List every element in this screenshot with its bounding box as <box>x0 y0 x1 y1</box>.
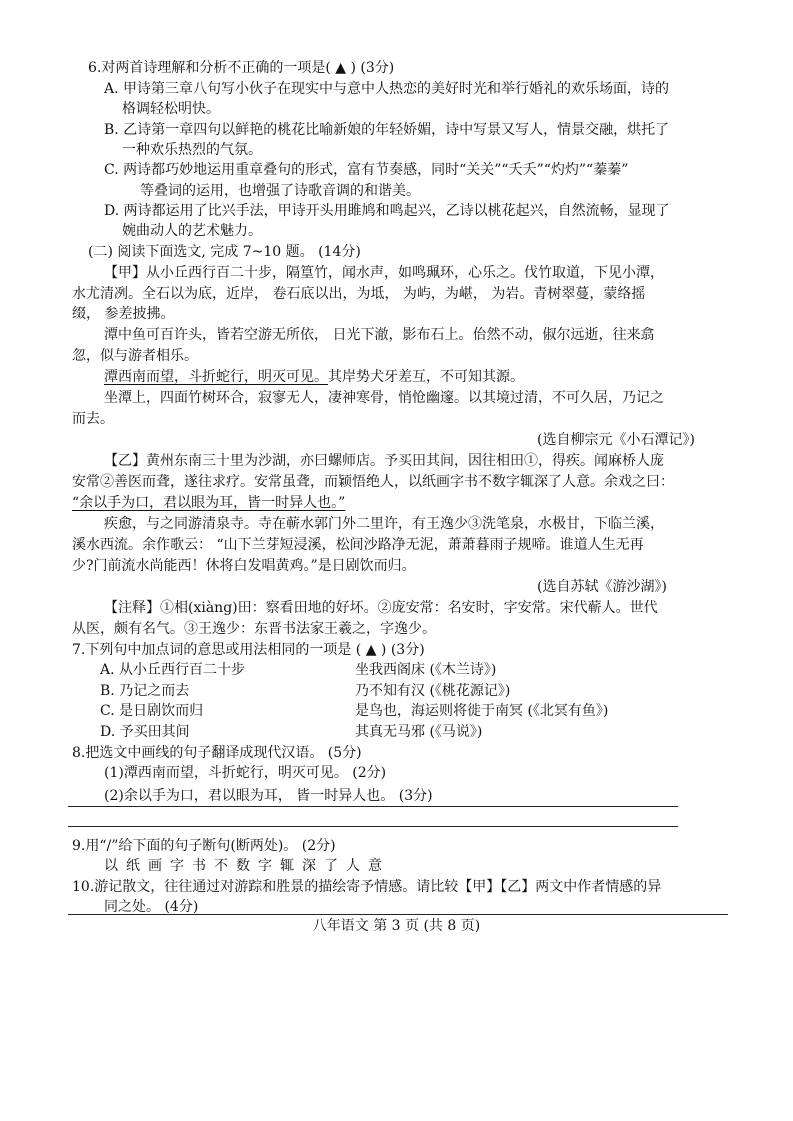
q10-stem-cont: 同之处。 (4分) <box>104 899 199 915</box>
passage-jia-line: 忽，似与游者相乐。 <box>72 348 198 364</box>
q8-sentence-1: (1)潭西南而望，斗折蛇行，明灭可见。 (2分) <box>104 765 387 781</box>
passage-yi-line: 溪水西流。余作歌云： “山下兰芽短浸溪，松间沙路净无泥，萧萧暮雨子规啼。谁道人生无再 <box>72 537 644 553</box>
q7-option-right: 乃不知有汉 (《桃花源记》) <box>355 683 511 699</box>
q7-option-right: 其真无马邪 (《马说》) <box>355 724 483 740</box>
passage-jia-line: 水尤清冽。全石以为底，近岸， 卷石底以出，为坻， 为屿，为嵁， 为岩。青树翠蔓，蒙络摇 <box>72 286 646 302</box>
q7-stem: 7.下列句中加点词的意思或用法相同的一项是 ( ▲ ) (3分) <box>72 642 425 658</box>
q7-option-right: 是鸟也，海运则将徙于南冥 (《北冥有鱼》) <box>355 703 609 719</box>
answer-line <box>68 826 678 827</box>
passage-jia-line: 坐潭上，四面竹树环合，寂寥无人，凄神寒骨，悄怆幽邃。以其境过清，不可久居，乃记之 <box>104 390 664 406</box>
passage-yi-line: 少?门前流水尚能西！休将白发唱黄鸡。”是日剧饮而归。 <box>72 558 416 574</box>
q6-option-b: B. 乙诗第一章四句以鲜艳的桃花比喻新娘的年轻娇媚，诗中写景又写人，情景交融，烘托了 <box>104 122 670 138</box>
passage-yi-underlined-line <box>72 493 345 513</box>
section-heading: (二) 阅读下面选文, 完成 7~10 题。 (14分) <box>88 244 361 260</box>
passage-jia-underlined-line: 潭西南而望，斗折蛇行，明灭可见。其岸势犬牙差互，不可知其源。 <box>104 369 524 385</box>
q6-option-a: A. 甲诗第三章八句写小伙子在现实中与意中人热恋的美好时光和举行婚礼的欢乐场面，诗的 <box>104 81 670 97</box>
q7-option-left: D. 予买田其间 <box>100 724 190 740</box>
q7-option-right: 坐我西阁床 (《木兰诗》) <box>355 662 497 678</box>
annotation-note: 【注释】①相(xiàng)田：察看田地的好坏。②庞安常：名安时，字安常。宋代蕲人。世代 <box>104 600 658 616</box>
q8-stem: 8.把选文中画线的句子翻译成现代汉语。 (5分) <box>72 745 362 761</box>
passage-jia-line: 缀， 参差披拂。 <box>72 306 175 322</box>
passage-yi-line: 疾愈，与之同游清泉寺。寺在蕲水郭门外二里许，有王逸少③洗笔泉，水极甘，下临兰溪， <box>104 516 664 532</box>
underlined-sentence: 潭西南而望，斗折蛇行，明灭可见。 <box>104 369 328 385</box>
q10-stem: 10.游记散文，往往通过对游踪和胜景的描绘寄予情感。请比较【甲】【乙】两文中作者情感的异 <box>72 879 662 895</box>
annotation-note: 从医，颇有名气。③王逸少：东晋书法家王羲之，字逸少。 <box>72 621 436 637</box>
q7-option-left: A. 从小丘西行百二十步 <box>100 662 246 678</box>
q9-sentence: 以纸画字书不数字辄深了人意 <box>104 858 390 874</box>
q6-option-c: C. 两诗都巧妙地运用重章叠句的形式，富有节奏感，同时“关关”“夭夭”“灼灼”“蓁蓁” <box>104 162 629 178</box>
passage-yi-line: 【乙】黄州东南三十里为沙湖，亦曰螺师店。予买田其间，因往相田①，得疾。闻麻桥人庞 <box>104 453 664 469</box>
q6-option-d: D. 两诗都运用了比兴手法，甲诗开头用雎鸠和鸣起兴，乙诗以桃花起兴，自然流畅，显现了 <box>104 203 670 219</box>
q6-option-d-cont: 婉曲动人的艺术魅力。 <box>122 223 262 239</box>
q7-option-left: B. 乃记之而去 <box>100 683 190 699</box>
passage-yi-line: 安常②善医而聋，遂往求疗。安常虽聋，而颖悟绝人，以纸画字书不数字辄深了人意。余戏之曰： <box>72 474 674 490</box>
underlined-sentence: “余以手为口，君以眼为耳，皆一时异人也。” <box>72 495 346 511</box>
passage-jia-source: (选自柳宗元《小石潭记》) <box>537 432 695 448</box>
q9-stem: 9.用“/”给下面的句子断句(断两处)。 (2分) <box>72 838 336 854</box>
q6-stem: 6.对两首诗理解和分析不正确的一项是( ▲ ) (3分) <box>88 60 395 76</box>
passage-jia-line: 而去。 <box>72 411 114 427</box>
q8-sentence-2: (2)余以手为口，君以眼为耳， 皆一时异人也。 (3分) <box>104 788 433 804</box>
answer-line <box>68 806 678 807</box>
q6-option-b-cont: 一种欢乐热烈的气氛。 <box>122 142 262 158</box>
passage-jia-line: 潭中鱼可百许头，皆若空游无所依， 日光下澈，影布石上。佁然不动，俶尔远逝，往来翕 <box>104 327 655 343</box>
page-footer: 八年语文 第 3 页 (共 8 页) <box>312 918 481 934</box>
q7-option-left: C. 是日剧饮而归 <box>100 703 204 719</box>
q6-option-c-cont: 等叠词的运用，也增强了诗歌音调的和谐美。 <box>140 183 420 199</box>
passage-jia-line: 【甲】从小丘西行百二十步，隔篁竹，闻水声，如鸣珮环，心乐之。伐竹取道，下见小潭， <box>104 265 664 281</box>
q6-option-a-cont: 格调轻松明快。 <box>122 101 220 117</box>
passage-yi-source: (选自苏轼《游沙湖》) <box>537 579 667 595</box>
